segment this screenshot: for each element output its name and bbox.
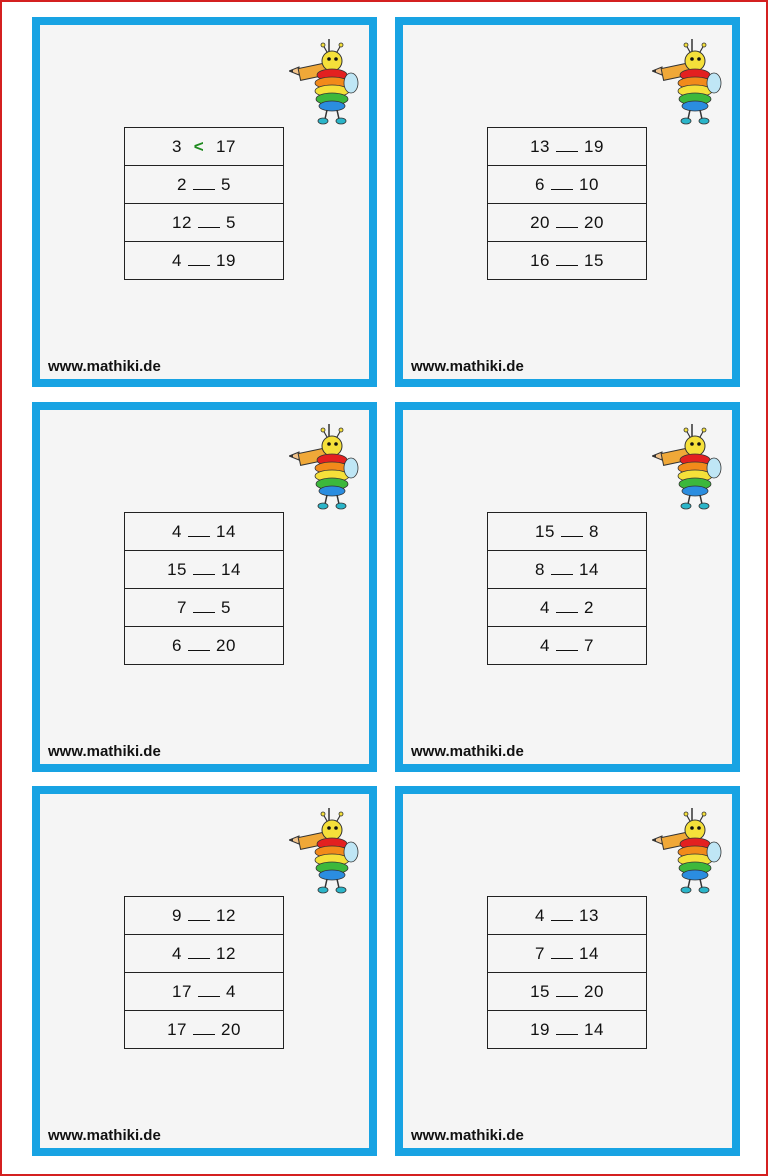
site-url: www.mathiki.de [48,1127,161,1144]
right-number: 4 [225,981,236,1001]
answer-blank[interactable] [551,175,573,190]
comparison-row [488,166,647,204]
exercise-card-1 [32,17,377,387]
right-number: 14 [216,521,236,541]
comparison-table [124,896,284,1049]
comparison-cell [488,242,647,280]
pencil-bee-mascot-icon [652,808,724,896]
right-number: 17 [216,136,236,156]
comparison-row [488,204,647,242]
left-number: 6 [172,635,183,655]
answer-blank[interactable] [193,598,215,613]
comparison-row [488,128,647,166]
answer-blank[interactable] [198,982,220,997]
right-number: 14 [221,559,241,579]
site-url: www.mathiki.de [48,743,161,760]
left-number: 9 [172,905,183,925]
exercise-card-3 [32,402,377,772]
answer-blank[interactable] [188,522,210,537]
left-number: 7 [177,597,187,617]
left-number: 15 [530,981,550,1001]
comparison-table [487,512,647,665]
answer-blank[interactable] [556,982,578,997]
comparison-row [488,513,647,551]
left-number: 16 [530,250,550,270]
right-number: 2 [584,597,594,617]
comparison-cell [488,128,647,166]
left-number: 6 [535,174,546,194]
right-number: 14 [579,943,599,963]
right-number: 14 [579,559,599,579]
left-number: 15 [535,521,555,541]
comparison-table [124,127,284,280]
answer-blank[interactable] [556,598,578,613]
pencil-bee-mascot-icon [289,808,361,896]
comparison-row [125,897,284,935]
comparison-row [488,973,647,1011]
left-number: 4 [172,943,183,963]
left-number: 17 [172,981,192,1001]
comparison-row [125,589,284,627]
left-number: 15 [167,559,187,579]
answer-blank[interactable] [561,522,583,537]
right-number: 15 [584,250,604,270]
right-number: 7 [584,635,594,655]
right-number: 20 [221,1019,241,1039]
left-number: 4 [540,635,550,655]
comparison-row [488,242,647,280]
comparison-row [488,897,647,935]
right-number: 20 [584,212,604,232]
comparison-cell [125,204,284,242]
answer-blank[interactable] [551,944,573,959]
right-number: 5 [221,597,231,617]
comparison-cell [125,242,284,280]
left-number: 2 [177,174,187,194]
right-number: 10 [579,174,599,194]
comparison-table [487,127,647,280]
comparison-row [125,204,284,242]
comparison-cell [125,589,284,627]
comparison-cell [125,897,284,935]
answer-blank[interactable] [188,251,210,266]
comparison-row [125,627,284,665]
site-url: www.mathiki.de [411,743,524,760]
left-number: 17 [167,1019,187,1039]
right-number: 5 [225,212,236,232]
comparison-cell [488,897,647,935]
right-number: 13 [579,905,599,925]
pencil-bee-mascot-icon [652,39,724,127]
comparison-row [125,242,284,280]
answer-blank[interactable] [556,636,578,651]
exercise-card-2 [395,17,740,387]
answer-blank[interactable] [556,251,578,266]
comparison-row [125,128,284,166]
comparison-cell [488,589,647,627]
answer-blank[interactable] [188,906,210,921]
exercise-card-4 [395,402,740,772]
right-number: 19 [584,136,604,156]
exercise-card-5 [32,786,377,1156]
right-number: 5 [221,174,231,194]
comparison-cell [125,128,284,166]
answer-blank[interactable] [556,137,578,152]
comparison-table [124,512,284,665]
left-number: 4 [540,597,550,617]
comparison-table [487,896,647,1049]
site-url: www.mathiki.de [411,1127,524,1144]
right-number: 8 [588,521,599,541]
comparison-row [125,935,284,973]
left-number: 4 [535,905,546,925]
comparison-row [125,166,284,204]
pencil-bee-mascot-icon [652,424,724,512]
answer-blank[interactable] [556,213,578,228]
comparison-cell [488,973,647,1011]
left-number: 13 [530,136,550,156]
answer-blank[interactable] [193,1020,215,1035]
comparison-row [125,1011,284,1049]
site-url: www.mathiki.de [48,358,161,375]
comparison-cell [488,513,647,551]
left-number: 19 [530,1019,550,1039]
comparison-cell [488,627,647,665]
answer-blank[interactable] [198,213,220,228]
comparison-cell [125,166,284,204]
comparison-cell [125,935,284,973]
right-number: 20 [216,635,236,655]
left-number: 20 [530,212,550,232]
comparison-cell [488,166,647,204]
left-number: 4 [172,521,183,541]
left-number: 3 [172,136,183,156]
left-number: 8 [535,559,546,579]
pencil-bee-mascot-icon [289,424,361,512]
answer-blank[interactable] [193,560,215,575]
comparison-cell [488,551,647,589]
comparison-row [125,513,284,551]
answer-blank[interactable] [551,560,573,575]
left-number: 7 [535,943,546,963]
comparison-row [125,973,284,1011]
answer-blank[interactable] [188,944,210,959]
left-number: 12 [172,212,192,232]
comparison-cell [488,1011,647,1049]
site-url: www.mathiki.de [411,358,524,375]
right-number: 14 [584,1019,604,1039]
exercise-card-6 [395,786,740,1156]
comparison-cell [125,627,284,665]
left-number: 4 [172,250,183,270]
answer-blank[interactable] [188,636,210,651]
comparison-cell [125,551,284,589]
comparison-row [488,1011,647,1049]
answer-blank[interactable] [556,1020,578,1035]
pencil-bee-mascot-icon [289,39,361,127]
comparison-cell [125,973,284,1011]
comparison-operator: < [193,136,205,156]
comparison-row [125,551,284,589]
right-number: 20 [584,981,604,1001]
comparison-row [488,627,647,665]
comparison-row [488,551,647,589]
comparison-cell [488,204,647,242]
right-number: 12 [216,943,236,963]
comparison-row [488,589,647,627]
answer-blank[interactable] [551,906,573,921]
comparison-cell [488,935,647,973]
answer-blank[interactable] [193,175,215,190]
comparison-cell [125,513,284,551]
comparison-cell [125,1011,284,1049]
right-number: 19 [216,250,236,270]
right-number: 12 [216,905,236,925]
comparison-row [488,935,647,973]
